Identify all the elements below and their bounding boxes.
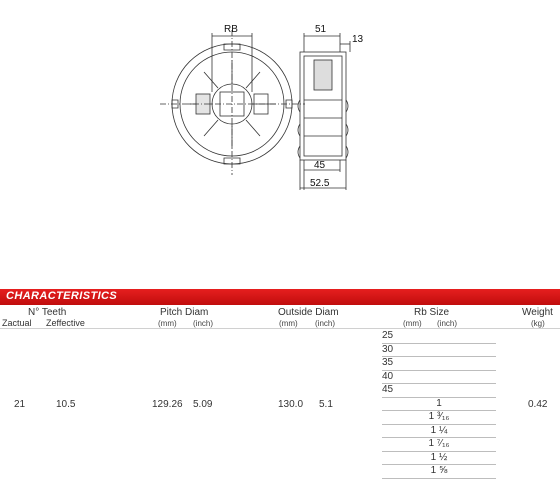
header-outside-mm: (mm)	[279, 319, 298, 328]
rb-row	[382, 344, 496, 358]
rb-row	[382, 411, 496, 425]
header-pitch-inch: (inch)	[193, 319, 214, 328]
header-outside-inch: (inch)	[315, 319, 336, 328]
header-rb-size: Rb Size	[414, 307, 450, 318]
value-pitch-inch: 5.09	[193, 399, 213, 410]
dim-52-5-label: 52.5	[310, 178, 330, 189]
rb-mm-value: 40	[382, 370, 394, 382]
rb-mm-value: 35	[382, 357, 394, 368]
header-weight: Weight	[522, 307, 553, 318]
value-weight: 0.42	[528, 399, 548, 410]
dim-13-label: 13	[352, 34, 364, 45]
header-rb-inch: (inch)	[437, 319, 458, 328]
rb-inch-value: 1	[436, 397, 442, 409]
value-outside-inch: 5.1	[319, 399, 333, 410]
rb-mm-value: 30	[382, 343, 394, 355]
header-pitch-diam: Pitch Diam	[160, 307, 209, 318]
rb-row	[382, 452, 496, 466]
characteristics-bar	[0, 289, 560, 305]
header-weight-kg: (kg)	[531, 319, 545, 328]
dim-rb-label: RB	[224, 24, 238, 35]
header-pitch-mm: (mm)	[158, 319, 177, 328]
header-z-actual: Zactual	[2, 318, 32, 328]
rb-inch-value: 1 ³⁄₁₆	[428, 411, 450, 422]
rb-inch-value: 1 ½	[430, 451, 448, 463]
rb-mm-value: 25	[382, 330, 394, 341]
value-pitch-mm: 129.26	[152, 399, 183, 410]
header-n-teeth: N° Teeth	[28, 307, 67, 318]
characteristics-title: CHARACTERISTICS	[6, 290, 118, 302]
header-outside-diam: Outside Diam	[278, 307, 339, 318]
rb-row	[382, 357, 496, 371]
rb-row	[382, 384, 496, 398]
dim-45-label: 45	[314, 160, 326, 171]
rb-row	[382, 425, 496, 439]
rb-mm-value: 45	[382, 384, 394, 395]
value-z-effective: 10.5	[56, 399, 76, 410]
rb-row	[382, 371, 496, 385]
header-separator	[0, 328, 560, 329]
rb-row	[382, 330, 496, 344]
value-z-actual: 21	[14, 399, 26, 410]
rb-size-list	[382, 330, 496, 479]
rb-row	[382, 438, 496, 452]
rb-inch-value: 1 ⁷⁄₁₆	[428, 438, 450, 449]
header-rb-mm: (mm)	[403, 319, 422, 328]
rb-inch-value: 1 ¼	[430, 424, 448, 436]
rb-row	[382, 465, 496, 479]
dim-51-label: 51	[315, 24, 327, 35]
header-z-effective: Zeffective	[46, 318, 85, 328]
value-outside-mm: 130.0	[278, 399, 304, 410]
rb-row	[382, 398, 496, 412]
rb-inch-value: 1 ⅝	[430, 465, 448, 476]
